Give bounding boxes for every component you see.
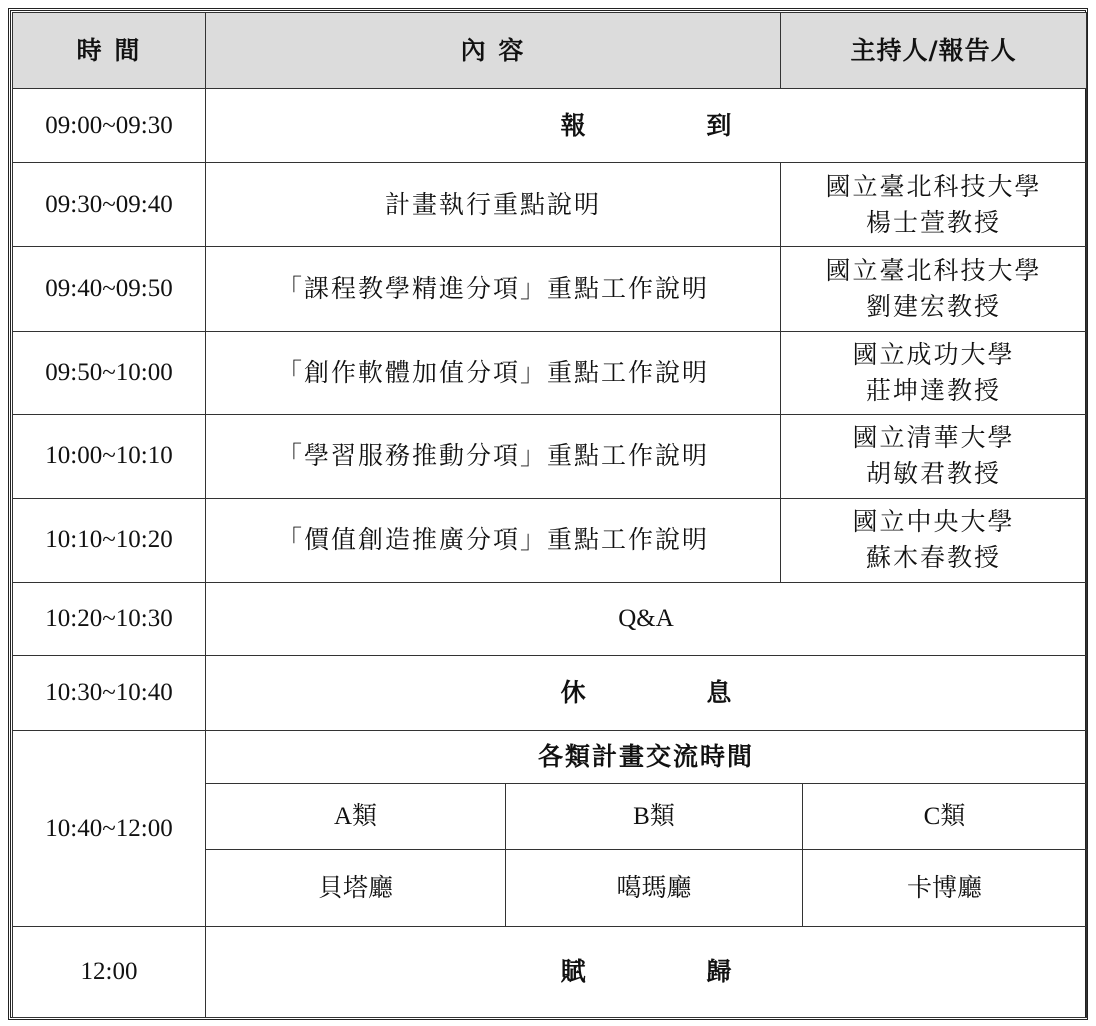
table-row: [13, 414, 1087, 498]
row-time: 09:00~09:30: [13, 89, 206, 163]
row-content: 「課程教學精進分項」重點工作說明: [206, 247, 781, 331]
row-host: 國立中央大學 蘇木春教授: [781, 498, 1087, 582]
table-row: [13, 656, 1087, 731]
table-row: [13, 331, 1087, 414]
row-time: 10:30~10:40: [13, 656, 206, 731]
table-row: [13, 247, 1087, 331]
row-time: 09:50~10:00: [13, 331, 206, 414]
table-row: [13, 89, 1087, 163]
row-content: 各類計畫交流時間: [206, 731, 1087, 784]
row-time: 09:40~09:50: [13, 247, 206, 331]
header-content: 內 容: [206, 13, 781, 89]
row-host: 國立成功大學 莊坤達教授: [781, 331, 1087, 414]
row-host: 國立清華大學 胡敏君教授: [781, 414, 1087, 498]
header-host: 主持人/報告人: [781, 13, 1087, 89]
group-a: A類: [206, 784, 506, 849]
table-row: [13, 498, 1087, 582]
row-content: 「創作軟體加值分項」重點工作說明: [206, 331, 781, 414]
table-row: [13, 731, 1087, 784]
schedule-table: [12, 12, 1087, 1018]
row-host: 國立臺北科技大學 楊士萱教授: [781, 163, 1087, 247]
header-time: 時 間: [13, 13, 206, 89]
group-b: B類: [506, 784, 803, 849]
group-c: C類: [803, 784, 1087, 849]
room-b: 噶瑪廳: [506, 849, 803, 926]
table-row: [13, 163, 1087, 247]
row-time: 12:00: [13, 926, 206, 1017]
row-time: 09:30~09:40: [13, 163, 206, 247]
row-time: 10:00~10:10: [13, 414, 206, 498]
row-content: 「價值創造推廣分項」重點工作說明: [206, 498, 781, 582]
row-content: Q&A: [206, 583, 1087, 656]
table-row: [13, 583, 1087, 656]
row-time: 10:40~12:00: [13, 731, 206, 926]
row-time: 10:20~10:30: [13, 583, 206, 656]
row-content: 「學習服務推動分項」重點工作說明: [206, 414, 781, 498]
room-c: 卡博廳: [803, 849, 1087, 926]
row-content: 報 到: [206, 89, 1087, 163]
row-content: 休 息: [206, 656, 1087, 731]
row-time: 10:10~10:20: [13, 498, 206, 582]
row-content: 賦 歸: [206, 926, 1087, 1017]
row-content: 計畫執行重點說明: [206, 163, 781, 247]
row-host: 國立臺北科技大學 劉建宏教授: [781, 247, 1087, 331]
header-row: [13, 13, 1087, 89]
room-a: 貝塔廳: [206, 849, 506, 926]
table-row: [13, 926, 1087, 1017]
